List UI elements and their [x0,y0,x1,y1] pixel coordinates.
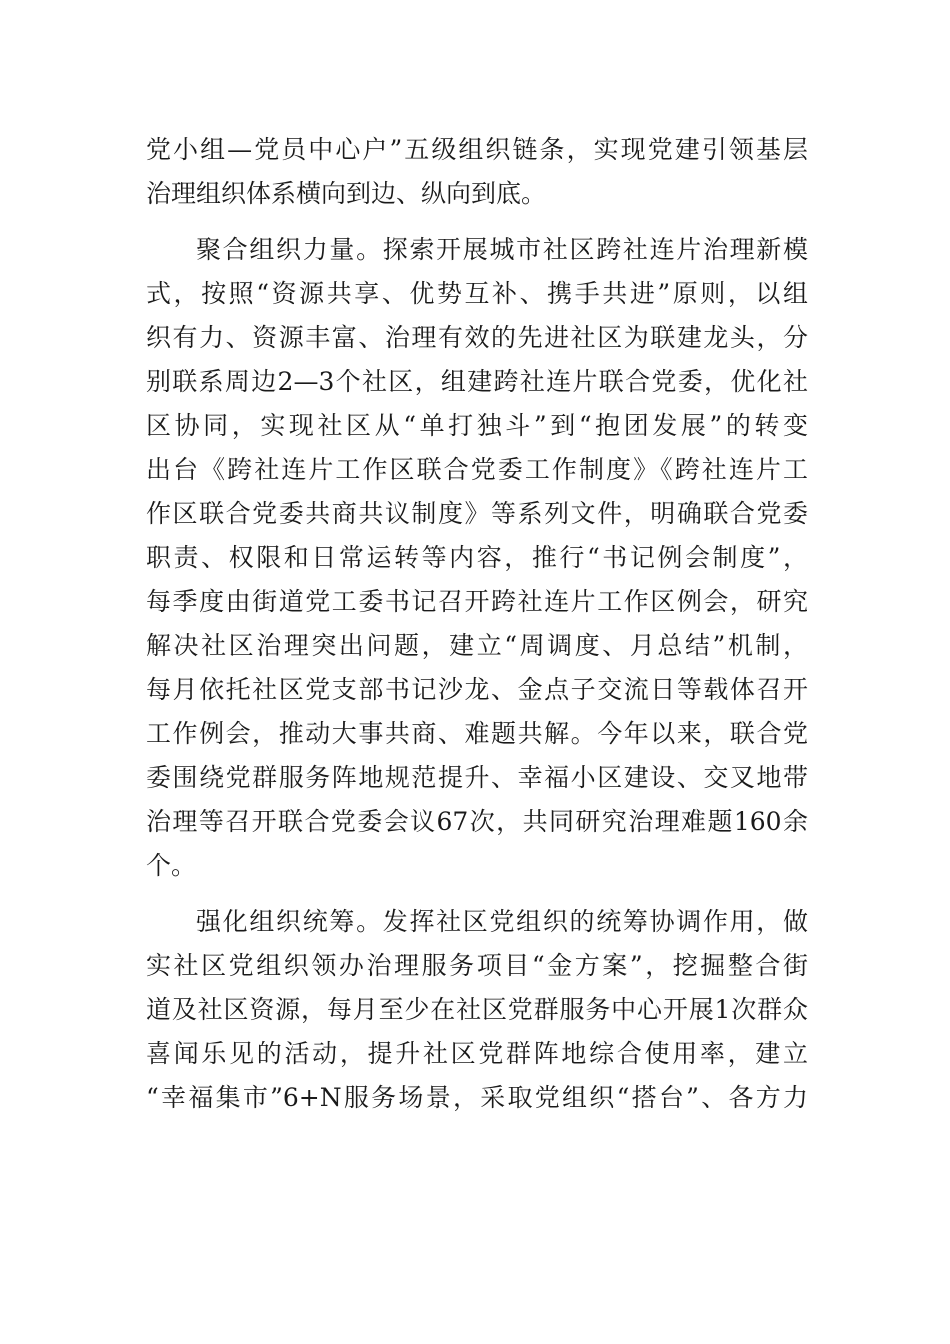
paragraph-3-line-5: “幸福集市”6+N服务场景，采取党组织“搭台”、各方力 [146,1083,808,1112]
paragraph-2-line-5: 区协同，实现社区从“单打独斗”到“抱团发展”的转变 [146,411,808,440]
paragraph-3-line-2: 实社区党组织领办治理服务项目“金方案”，挖掘整合街 [146,951,808,980]
paragraph-1-line-1: 党小组—党员中心户”五级组织链条，实现党建引领基层 [146,135,808,164]
paragraph-2-line-12: 工作例会，推动大事共商、难题共解。今年以来，联合党 [146,719,808,748]
paragraph-3-line-3: 道及社区资源，每月至少在社区党群服务中心开展1次群众 [146,995,808,1024]
paragraph-2-line-10: 解决社区治理突出问题，建立“周调度、月总结”机制， [146,631,808,660]
paragraph-2-line-7: 作区联合党委共商共议制度》等系列文件，明确联合党委 [146,499,808,528]
paragraph-2-line-13: 委围绕党群服务阵地规范提升、幸福小区建设、交叉地带 [146,763,808,792]
paragraph-1-line-2: 治理组织体系横向到边、纵向到底。 [146,179,547,208]
paragraph-2-line-6: 出台《跨社连片工作区联合党委工作制度》《跨社连片工 [146,455,808,484]
paragraph-3-line-4: 喜闻乐见的活动，提升社区党群阵地综合使用率，建立 [146,1039,808,1068]
paragraph-2-line-14: 治理等召开联合党委会议67次，共同研究治理难题160余 [146,807,808,836]
paragraph-gap [146,888,808,900]
paragraph-3-line-1: 强化组织统筹。发挥社区党组织的统筹协调作用，做 [196,907,808,936]
paragraph-2-line-3: 织有力、资源丰富、治理有效的先进社区为联建龙头，分 [146,323,808,352]
paragraph-gap [146,216,808,228]
paragraph-2-line-9: 每季度由街道党工委书记召开跨社连片工作区例会，研究 [146,587,808,616]
paragraph-2-line-8: 职责、权限和日常运转等内容，推行“书记例会制度”， [146,543,808,572]
paragraph-2-line-11: 每月依托社区党支部书记沙龙、金点子交流日等载体召开 [146,675,808,704]
paragraph-2-line-1: 聚合组织力量。探索开展城市社区跨社连片治理新模 [196,235,808,264]
paragraph-2-line-15: 个。 [146,851,197,880]
paragraph-2-line-2: 式，按照“资源共享、优势互补、携手共进”原则，以组 [146,279,808,308]
document-body [146,128,808,1120]
paragraph-2-line-4: 别联系周边2—3个社区，组建跨社连片联合党委，优化社 [146,367,808,396]
